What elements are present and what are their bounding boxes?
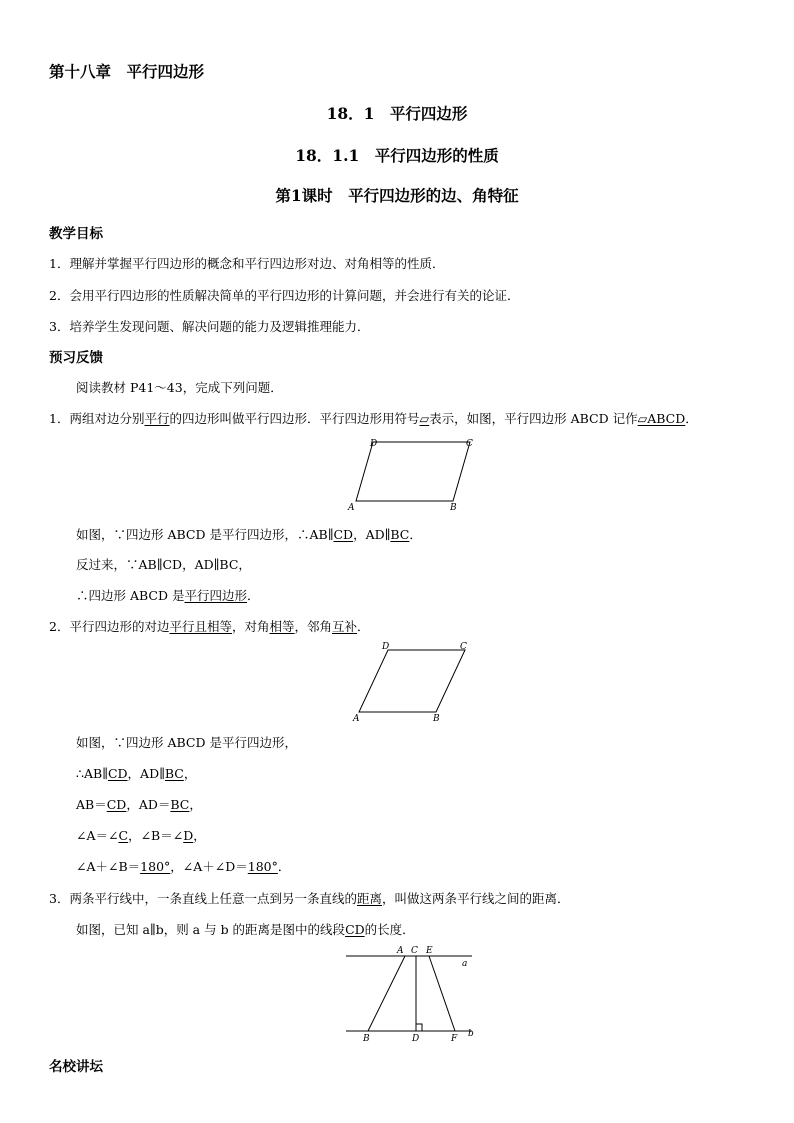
label-C: C bbox=[411, 946, 418, 956]
label-D: D bbox=[370, 439, 378, 449]
label-A: A bbox=[348, 503, 355, 513]
section-title: 18．1 平行四边形 bbox=[326, 104, 468, 123]
answer: ▱ bbox=[419, 411, 430, 426]
label-C: C bbox=[460, 642, 467, 652]
label-b: b bbox=[468, 1029, 474, 1039]
parallelogram-figure-2 bbox=[348, 639, 478, 725]
answer: BC bbox=[390, 527, 410, 542]
q3-line-1: 如图，已知 a∥b，则 a 与 b 的距离是图中的线段CD的长度． bbox=[76, 922, 415, 937]
label-F: F bbox=[451, 1034, 458, 1044]
label-A: A bbox=[397, 946, 404, 956]
q1-line-2: 反过来，∵AB∥CD，AD∥BC， bbox=[76, 557, 251, 572]
goal-item-2: 2．会用平行四边形的性质解决简单的平行四边形的计算问题，并会进行有关的论证． bbox=[49, 288, 520, 303]
parallel-lines-figure bbox=[340, 942, 490, 1046]
q2-line-1: 如图，∵四边形 ABCD 是平行四边形， bbox=[76, 735, 297, 750]
label-B: B bbox=[433, 714, 440, 724]
answer: C bbox=[118, 828, 129, 843]
q2-line-4: ∠A＝∠C，∠B＝∠D， bbox=[76, 828, 206, 843]
parallelogram-figure-1 bbox=[340, 434, 480, 514]
answer: CD bbox=[107, 766, 128, 781]
answer: 180° bbox=[247, 859, 278, 874]
answer: 平行且相等 bbox=[169, 619, 232, 634]
question-1: 1．两组对边分别平行的四边形叫做平行四边形．平行四边形用符号▱表示，如图，平行四边形 ABCD 记作▱ABCD． bbox=[49, 411, 698, 426]
label-B: B bbox=[363, 1034, 370, 1044]
answer: CD bbox=[106, 797, 127, 812]
answer: 相等 bbox=[269, 619, 295, 634]
answer: BC bbox=[164, 766, 184, 781]
label-D: D bbox=[382, 642, 390, 652]
answer: 互补 bbox=[332, 619, 358, 634]
answer: 距离 bbox=[356, 891, 382, 906]
answer: 180° bbox=[140, 859, 171, 874]
label-B: B bbox=[450, 503, 457, 513]
answer: 平行 bbox=[144, 411, 170, 426]
goal-item-1: 1．理解并掌握平行四边形的概念和平行四边形对边、对角相等的性质． bbox=[49, 256, 445, 271]
q2-line-2: ∴AB∥CD，AD∥BC， bbox=[76, 766, 197, 781]
q1-line-3: ∴四边形 ABCD 是平行四边形． bbox=[76, 588, 260, 603]
answer: BC bbox=[170, 797, 190, 812]
preview-intro: 阅读教材 P41～43，完成下列问题． bbox=[76, 380, 283, 395]
question-3: 3．两条平行线中，一条直线上任意一点到另一条直线的距离，叫做这两条平行线之间的距离． bbox=[49, 891, 570, 906]
q1-line-1: 如图，∵四边形 ABCD 是平行四边形，∴AB∥CD，AD∥BC． bbox=[76, 527, 422, 542]
label-a: a bbox=[462, 959, 468, 969]
label-C: C bbox=[466, 439, 473, 449]
answer: D bbox=[183, 828, 194, 843]
label-E: E bbox=[426, 946, 433, 956]
label-D: D bbox=[412, 1034, 420, 1044]
preview-heading: 预习反馈 bbox=[49, 350, 103, 366]
goal-item-3: 3．培养学生发现问题、解决问题的能力及逻辑推理能力． bbox=[49, 319, 370, 334]
q2-line-3: AB＝CD，AD＝BC， bbox=[76, 797, 202, 812]
answer: ▱ABCD bbox=[637, 411, 686, 426]
label-A: A bbox=[353, 714, 360, 724]
q2-line-5: ∠A＋∠B＝180°，∠A＋∠D＝180°． bbox=[76, 859, 291, 874]
goals-heading: 教学目标 bbox=[49, 226, 103, 242]
answer: 平行四边形 bbox=[184, 588, 247, 603]
answer: CD bbox=[333, 527, 354, 542]
chapter-title: 第十八章 平行四边形 bbox=[49, 62, 205, 81]
subsection-title: 18．1.1 平行四边形的性质 bbox=[295, 146, 499, 165]
lesson-title: 第1课时 平行四边形的边、角特征 bbox=[275, 186, 519, 205]
question-2: 2．平行四边形的对边平行且相等，对角相等，邻角互补． bbox=[49, 619, 370, 634]
next-section-heading: 名校讲坛 bbox=[49, 1059, 103, 1075]
answer: CD bbox=[345, 922, 365, 937]
